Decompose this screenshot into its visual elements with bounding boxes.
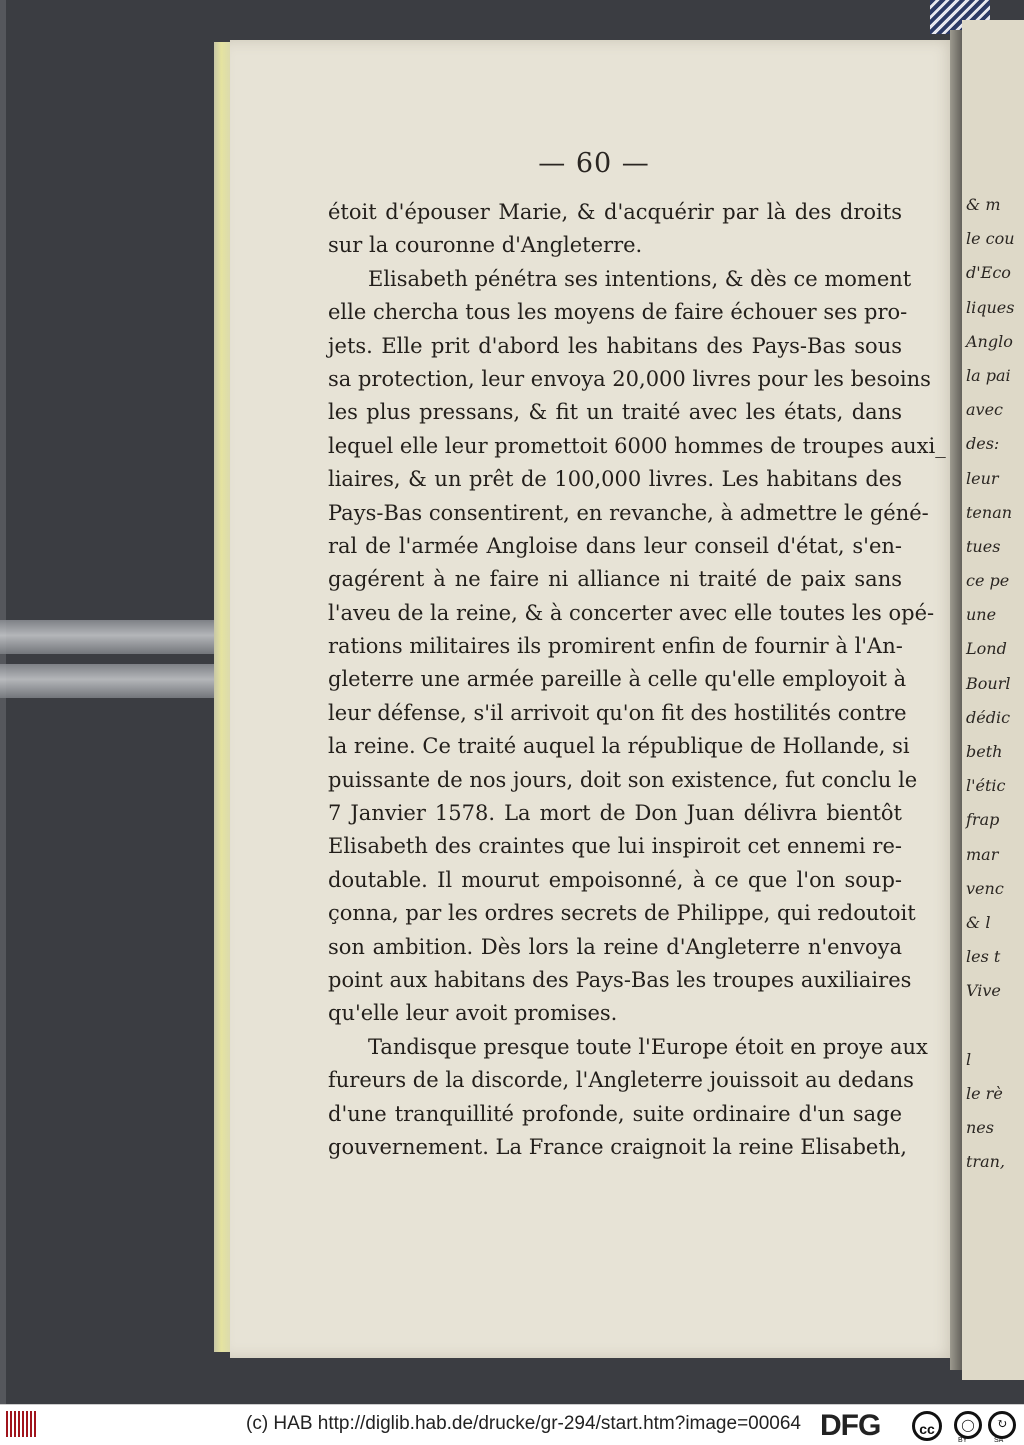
adjacent-fragment: le rè [966,1083,1003,1103]
text-line: sur la couronne d'Angleterre. [328,233,643,258]
adjacent-fragment: les t [966,947,1001,967]
adjacent-fragment: une [966,605,997,625]
adjacent-fragment: & l [966,912,991,932]
text-line: çonna, par les ordres secrets de Philippe, qui redoutoit [328,901,916,926]
adjacent-fragment: tran, [966,1152,1006,1172]
adjacent-fragment: leur [966,468,999,488]
adjacent-fragment: Bourl [966,673,1011,693]
adjacent-fragment: le cou [966,229,1015,249]
cc-license-icon[interactable]: cc [912,1411,942,1441]
adjacent-fragment: beth [966,742,1003,761]
by-license-icon: ◯ [954,1411,982,1439]
text-line: lequel elle leur promettoit 6000 hommes de troupes auxi_ [328,433,946,458]
text-line: gleterre une armée pareille à celle qu'elle employoit à [328,667,907,692]
footer-credit-link[interactable]: (c) HAB http://diglib.hab.de/drucke/gr-294/start.htm?image=00064 [246,1413,801,1434]
clamp-bar-lower [0,664,250,698]
text-line: puissante de nos jours, doit son existence, fut conclu le [328,767,918,792]
text-line: Pays-Bas consentirent, en revanche, à admettre le géné- [328,500,929,525]
adjacent-fragment: Anglo [966,331,1013,351]
text-line: gagérent à ne faire ni alliance ni traité de paix sans [328,567,902,592]
text-line: les plus pressans, & fit un traité avec les états, dans [328,400,902,425]
dfg-logo: DFG [820,1409,881,1442]
text-line: sa protection, leur envoya 20,000 livres pour les besoins [328,366,931,391]
adjacent-fragment: tues [966,536,1001,556]
text-line: point aux habitans des Pays-Bas les troupes auxiliaires [328,967,912,992]
adjacent-fragment: la pai [966,365,1011,385]
page-text [328,196,946,1164]
adjacent-fragment: l'étic [966,776,1006,796]
adjacent-fragment: ce pe [966,571,1010,591]
text-line: elle chercha tous les moyens de faire échouer ses pro- [328,300,908,325]
text-line: son ambition. Dès lors la reine d'Angleterre n'envoya [328,934,902,959]
adjacent-fragment [966,1009,1024,1043]
text-line: jets. Elle prit d'abord les habitans des Pays-Bas sous [328,333,902,358]
adjacent-fragment: dédic [966,707,1011,727]
text-line: Tandisque presque toute l'Europe étoit en proye aux [368,1034,928,1059]
text-line: gouvernement. La France craignoit la reine Elisabeth, [328,1134,907,1159]
text-line: rations militaires ils promirent enfin de fournir à l'An- [328,634,903,659]
text-line: liaires, & un prêt de 100,000 livres. Les habitans des [328,467,902,492]
text-line: leur défense, s'il arrivoit qu'on fit des hostilités contre [328,700,907,725]
text-line: d'une tranquillité profonde, suite ordinaire d'un sage [328,1101,902,1126]
text-line: qu'elle leur avoit promises. [328,1001,618,1026]
adjacent-fragment: Lond [966,639,1007,659]
adjacent-fragment: des: [966,434,1000,454]
adjacent-fragment: nes [966,1118,994,1138]
adjacent-fragment: Vive [966,981,1001,1001]
sa-license-icon: ↻ [988,1411,1016,1439]
adjacent-fragment: venc [966,878,1004,898]
adjacent-fragment: l [966,1049,972,1069]
adjacent-fragment: d'Eco [966,263,1011,283]
text-line: Elisabeth pénétra ses intentions, & dès ce moment [368,266,912,291]
text-line: 7 Janvier 1578. La mort de Don Juan délivra bientôt [328,801,902,826]
adjacent-fragment: avec [966,400,1004,420]
clamp-bar-upper [0,620,250,654]
text-line: ral de l'armée Angloise dans leur conseil d'état, s'en- [328,533,902,558]
sa-label: SA [994,1437,1004,1444]
adjacent-page-fragments [966,188,1024,1179]
text-line: étoit d'épouser Marie, & d'acquérir par là des droits [328,200,902,224]
text-line: fureurs de la discorde, l'Angleterre jouissoit au dedans [328,1068,914,1093]
text-line: doutable. Il mourut empoisonné, à ce que l'on soup- [328,867,902,892]
adjacent-fragment: & m [966,195,1001,214]
text-line: la reine. Ce traité auquel la république de Hollande, si [328,734,910,759]
adjacent-fragment: liques [966,297,1015,317]
text-line: Elisabeth des craintes que lui inspiroit cet ennemi re- [328,834,902,859]
adjacent-fragment: tenan [966,502,1013,522]
adjacent-page [962,20,1024,1380]
adjacent-fragment: frap [966,810,1000,830]
footer-bar [0,1404,1024,1445]
hab-logo-icon [6,1411,42,1439]
text-line: l'aveu de la reine, & à concerter avec elle toutes les opé- [328,600,935,625]
page-number: — 60 — [538,148,650,179]
adjacent-fragment: mar [966,844,999,864]
book-page [230,40,958,1358]
by-label: BY [958,1437,968,1444]
